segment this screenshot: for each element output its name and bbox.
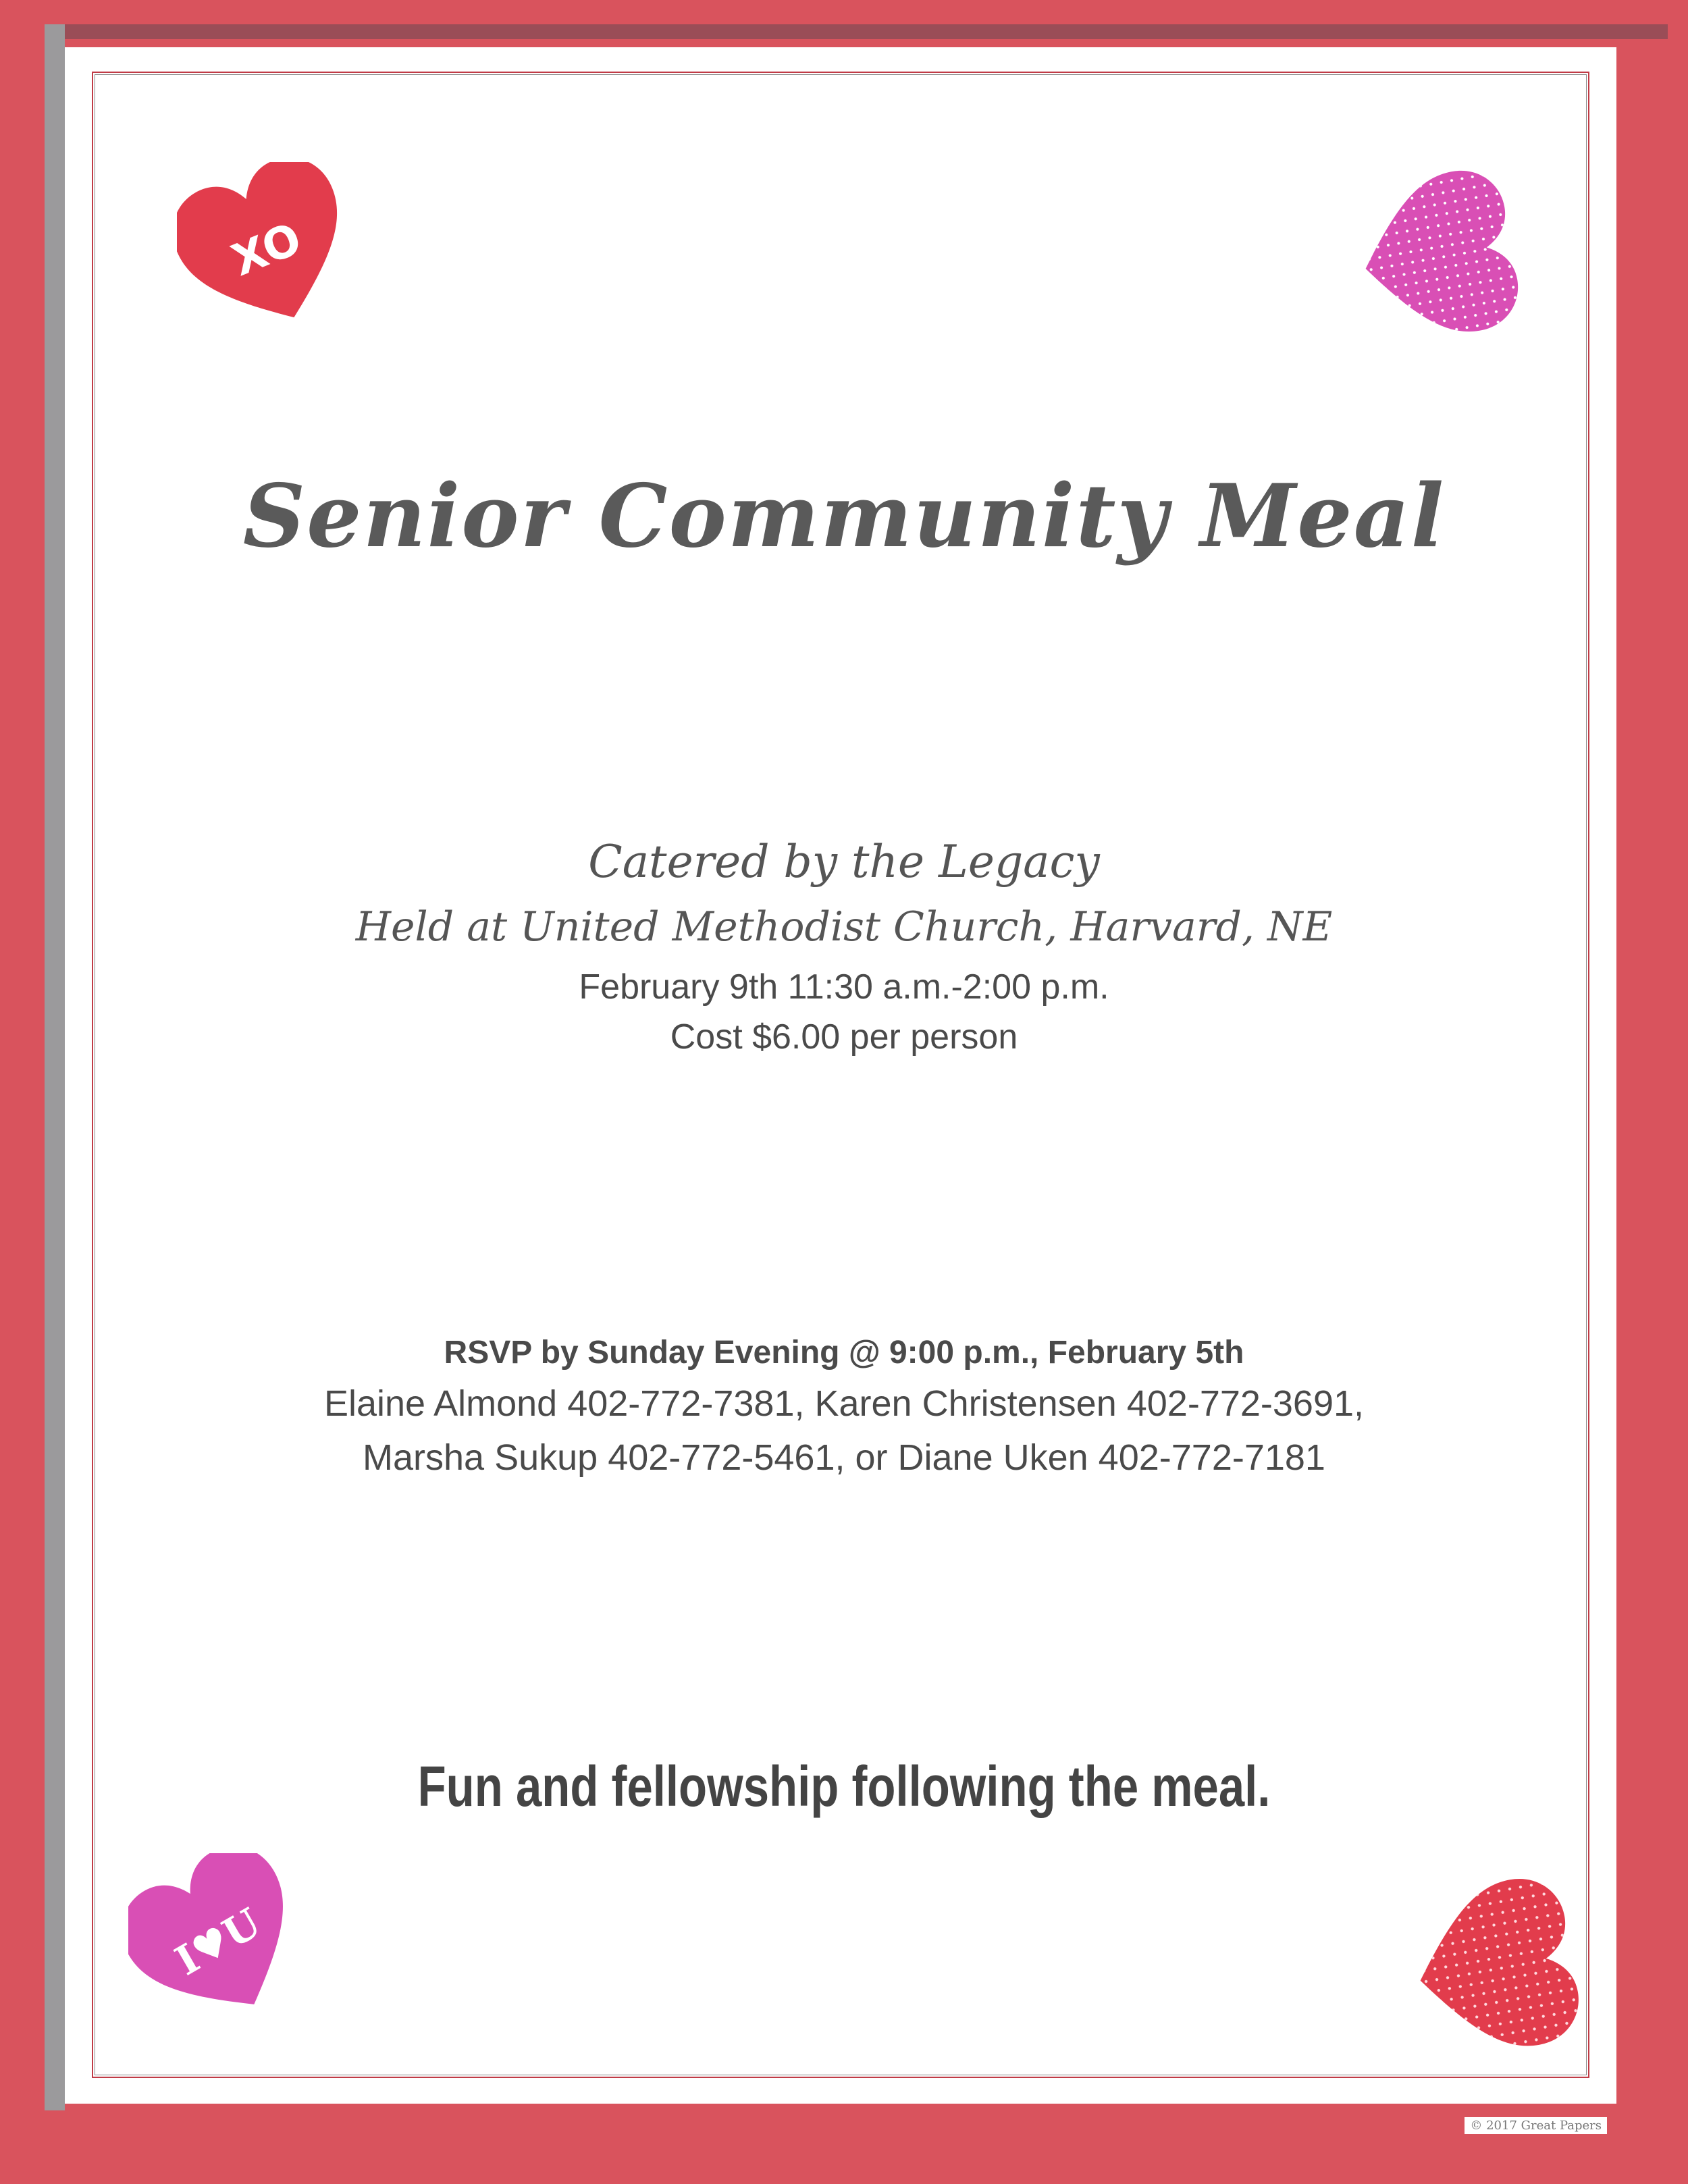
scan-shadow-left — [45, 24, 65, 2110]
heart-dotted-red-icon — [1398, 1877, 1587, 2059]
heart-dotted-pink-icon — [1344, 169, 1526, 344]
caterer-line: Catered by the Legacy — [588, 836, 1100, 888]
heart-xo-icon — [177, 162, 359, 344]
rsvp-heading: RSVP by Sunday Evening @ 9:00 p.m., February 5th — [444, 1335, 1244, 1370]
location-line: Held at United Methodist Church, Harvard, NE — [355, 903, 1333, 951]
heart-i-love-u-text: I♥U — [167, 1899, 269, 1986]
heart-i-love-u-icon — [128, 1853, 311, 2035]
flyer-title: Senior Community Meal — [242, 466, 1446, 567]
datetime-line: February 9th 11:30 a.m.-2:00 p.m. — [579, 967, 1109, 1007]
scan-shadow-top — [45, 24, 1668, 39]
contacts-line-2: Marsha Sukup 402-772-5461, or Diane Uken 402-772-7181 — [363, 1437, 1325, 1478]
cost-line: Cost $6.00 per person — [670, 1017, 1018, 1057]
closing-line: Fun and fellowship following the meal. — [417, 1755, 1271, 1818]
contacts-line-1: Elaine Almond 402-772-7381, Karen Christensen 402-772-3691, — [323, 1383, 1365, 1424]
heart-xo-text: XO — [225, 213, 309, 287]
copyright-notice: © 2017 Great Papers — [1465, 2117, 1607, 2134]
